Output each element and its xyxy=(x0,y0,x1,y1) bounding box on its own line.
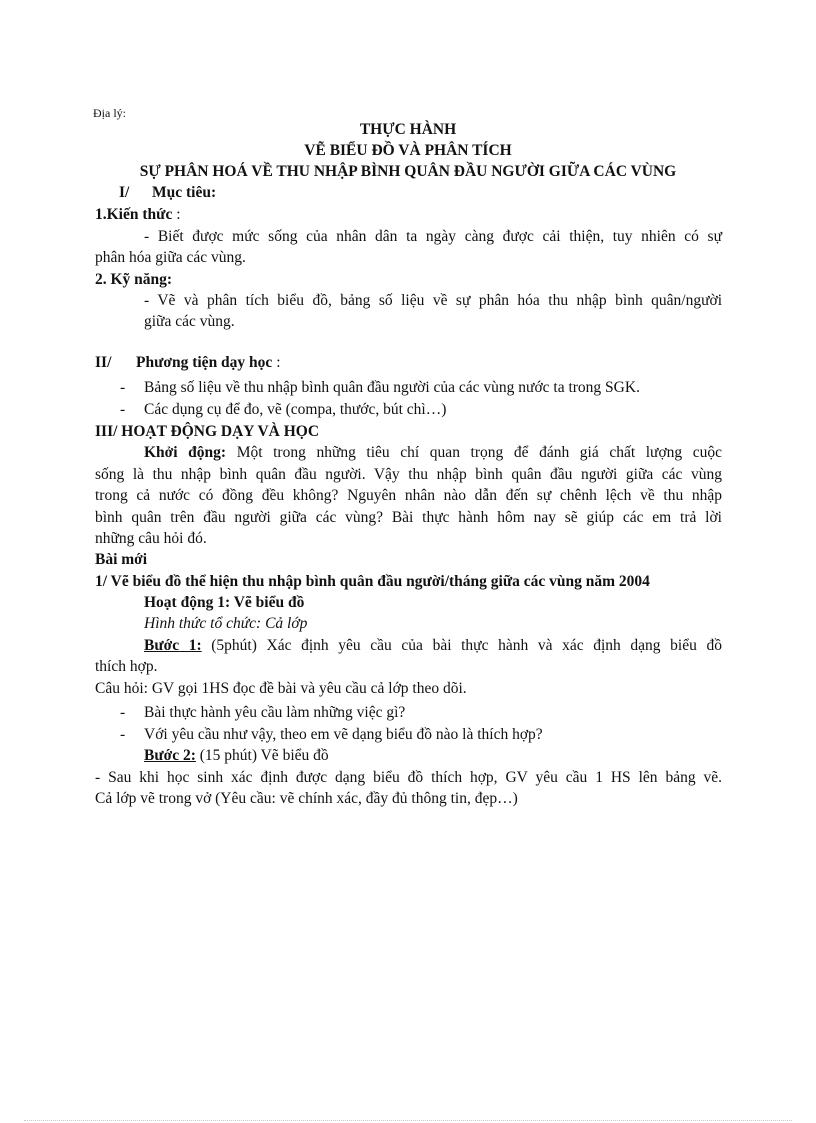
list-item: Với yêu cầu như vậy, theo em vẽ dạng biểu đồ nào là thích hợp? xyxy=(144,726,543,743)
bullet-marker: - xyxy=(120,379,126,396)
bullet-marker: - xyxy=(120,401,126,418)
warmup-paragraph-line-1 xyxy=(144,443,722,463)
step-2-row xyxy=(144,746,329,766)
section-2-heading-row xyxy=(136,353,281,373)
skills-text-2: giữa các vùng. xyxy=(144,313,235,330)
list-item: Bảng số liệu về thu nhập bình quân đầu người của các vùng nước ta trong SGK. xyxy=(144,379,640,396)
knowledge-heading: 1.Kiến thức xyxy=(95,206,173,223)
section-3-heading: III/ HOẠT ĐỘNG DẠY VÀ HỌC xyxy=(95,423,320,440)
knowledge-text-1: - Biết được mức sống của nhân dân ta ngày càng được cải thiện, tuy nhiên có sự xyxy=(144,228,722,245)
skills-heading: 2. Kỹ năng: xyxy=(95,271,173,288)
warmup-text-5: những câu hỏi đó. xyxy=(95,530,207,547)
step-1-text: (5phút) Xác định yêu cầu của bài thực hành và xác định dạng biểu đồ xyxy=(201,637,722,654)
list-item: Các dụng cụ để đo, vẽ (compa, thước, bút chì…) xyxy=(144,401,447,418)
title-line-2: VẼ BIỂU ĐỒ VÀ PHÂN TÍCH xyxy=(304,142,512,159)
section-1-number: I/ xyxy=(119,184,130,201)
step-2-text: (15 phút) Vẽ biểu đồ xyxy=(195,747,329,764)
warmup-label: Khởi động: xyxy=(144,444,227,461)
list-item: Bài thực hành yêu cầu làm những việc gì? xyxy=(144,704,406,721)
step-1-line-1 xyxy=(144,636,722,656)
title-line-1: THỰC HÀNH xyxy=(359,121,457,138)
part-1-heading: 1/ Vẽ biểu đồ thể hiện thu nhập bình quân đầu người/tháng giữa các vùng năm 2004 xyxy=(95,573,650,590)
bullet-marker: - xyxy=(120,704,126,721)
section-2-number: II/ xyxy=(95,354,112,371)
skills-text-1: - Vẽ và phân tích biểu đồ, bảng số liệu về sự phân hóa thu nhập bình quân/người xyxy=(144,292,722,309)
warmup-text-1: Một trong những tiêu chí quan trọng để đánh giá chất lượng cuộc xyxy=(236,444,723,461)
knowledge-colon: : xyxy=(172,206,181,223)
organization-form: Hình thức tổ chức: Cả lớp xyxy=(144,615,308,632)
knowledge-text-2: phân hóa giữa các vùng. xyxy=(95,249,246,266)
warmup-text-2: sống là thu nhập bình quân đầu người. Vậy thu nhập bình quân đầu người giữa các vùng xyxy=(95,466,722,483)
bullet-marker: - xyxy=(120,726,126,743)
knowledge-heading-row xyxy=(95,205,181,225)
page-bottom-divider xyxy=(24,1120,792,1121)
activity-1-heading: Hoạt động 1: Vẽ biểu đồ xyxy=(144,594,305,611)
step-2-desc-2: Cả lớp vẽ trong vở (Yêu cầu: vẽ chính xác, đầy đủ thông tin, đẹp…) xyxy=(95,790,518,807)
subject-label: Địa lý: xyxy=(93,106,126,120)
new-lesson-heading: Bài mới xyxy=(95,551,148,568)
step-1-text-2: thích hợp. xyxy=(95,658,158,675)
section-1-heading: Mục tiêu: xyxy=(152,184,217,201)
warmup-text-3: trong cả nước có đồng đều không? Nguyên nhân nào dẫn đến sự chênh lệch về thu nhập xyxy=(95,487,722,504)
step-2-desc-1: - Sau khi học sinh xác định được dạng biểu đồ thích hợp, GV yêu cầu 1 HS lên bảng vẽ. xyxy=(95,769,722,786)
step-1-label: Bước 1: xyxy=(144,637,202,654)
warmup-text-4: bình quân trên đầu người giữa các vùng? Bài thực hành hôm nay sẽ giúp các em trả lời xyxy=(95,509,722,526)
title-line-3: SỰ PHÂN HOÁ VỀ THU NHẬP BÌNH QUÂN ĐẦU NGƯỜI GIỮA CÁC VÙNG xyxy=(139,163,677,180)
step-2-label: Bước 2: xyxy=(144,747,196,764)
question-text: Câu hỏi: GV gọi 1HS đọc đề bài và yêu cầu cả lớp theo dõi. xyxy=(95,680,467,697)
section-2-colon: : xyxy=(272,354,281,371)
section-2-heading: Phương tiện dạy học xyxy=(136,354,273,371)
